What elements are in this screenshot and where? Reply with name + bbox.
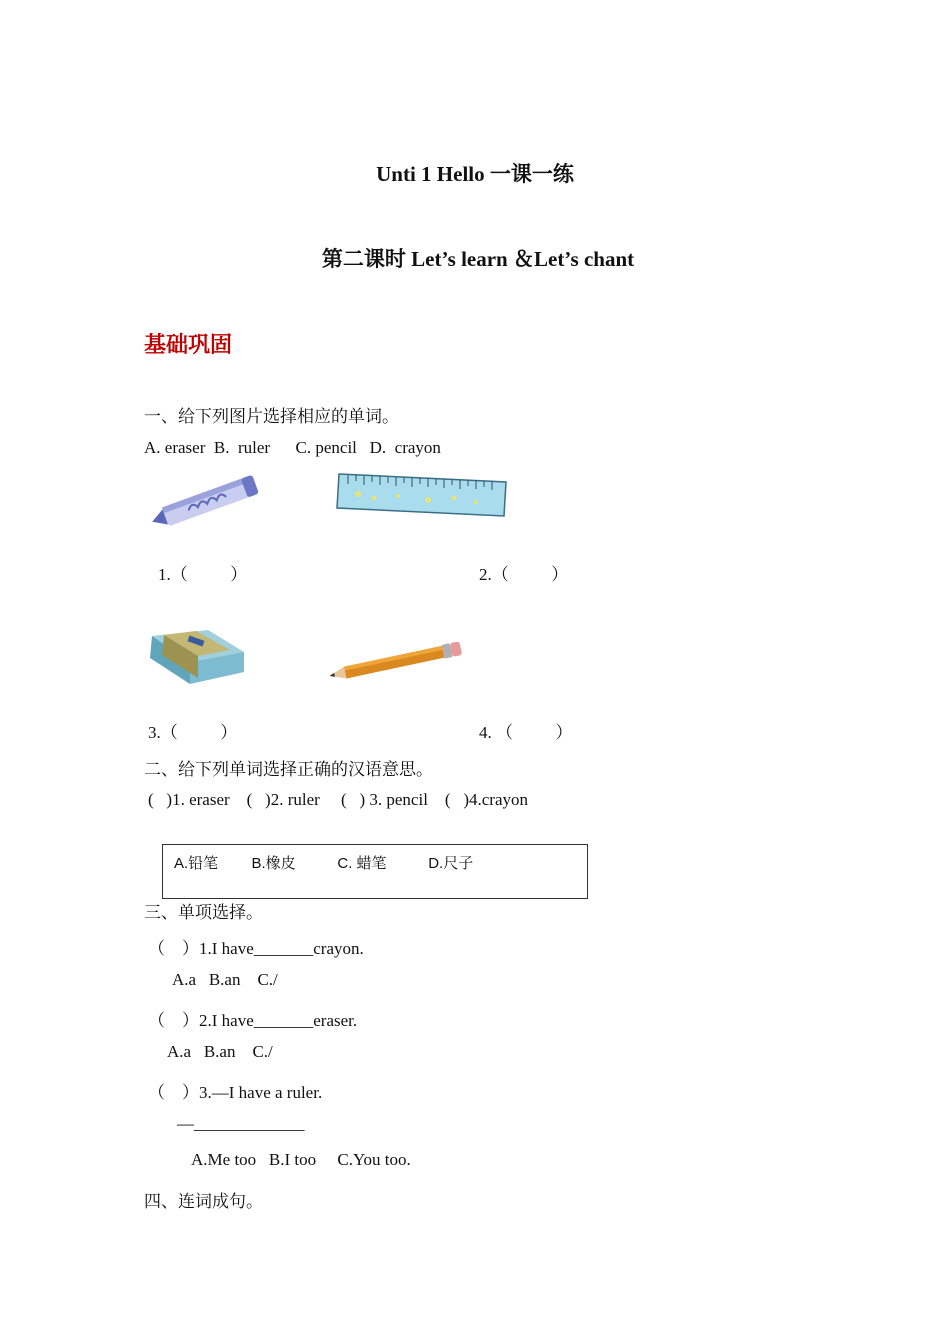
q1-blank-3[interactable]: 3.（ ） [148, 723, 238, 742]
q2-instruction: 二、给下列单词选择正确的汉语意思。 [144, 760, 433, 779]
q1-options: A. eraser B. ruler C. pencil D. crayon [144, 438, 441, 457]
crayon-picture [146, 476, 266, 524]
page-subtitle: 第二课时 Let’s learn ＆Let’s chant [321, 247, 635, 271]
q1-blank-1[interactable]: 1.（ ） [158, 565, 248, 584]
eraser-picture [146, 628, 250, 686]
q3-item-3-reply: —_____________ [177, 1114, 305, 1133]
q2-line: ( )1. eraser ( )2. ruler ( ) 3. pencil ( )4.crayon [148, 790, 528, 809]
q3-instruction: 三、单项选择。 [144, 903, 263, 922]
q2-box-options: A.铅笔 B.橡皮 C. 蜡笔 D.尺子 [174, 855, 474, 872]
q1-blank-4[interactable]: 4. （ ） [479, 723, 573, 742]
q3-item-2: （ ）2.I have_______eraser. [148, 1011, 358, 1030]
q1-blank-2[interactable]: 2.（ ） [479, 565, 569, 584]
q3-item-1: （ ）1.I have_______crayon. [148, 939, 364, 958]
q3-item-3-options: A.Me too B.I too C.You too. [191, 1150, 411, 1169]
q3-item-1-options: A.a B.an C./ [172, 970, 278, 989]
pencil-picture [326, 644, 464, 678]
q3-item-3: （ ）3.—I have a ruler. [148, 1083, 323, 1102]
page-title: Unti 1 Hello 一课一练 [376, 162, 574, 186]
section-heading: 基础巩固 [144, 332, 233, 357]
ruler-picture [336, 472, 508, 518]
q3-item-2-options: A.a B.an C./ [167, 1042, 273, 1061]
q4-instruction: 四、连词成句。 [144, 1192, 263, 1211]
q1-instruction: 一、给下列图片选择相应的单词。 [144, 407, 399, 426]
